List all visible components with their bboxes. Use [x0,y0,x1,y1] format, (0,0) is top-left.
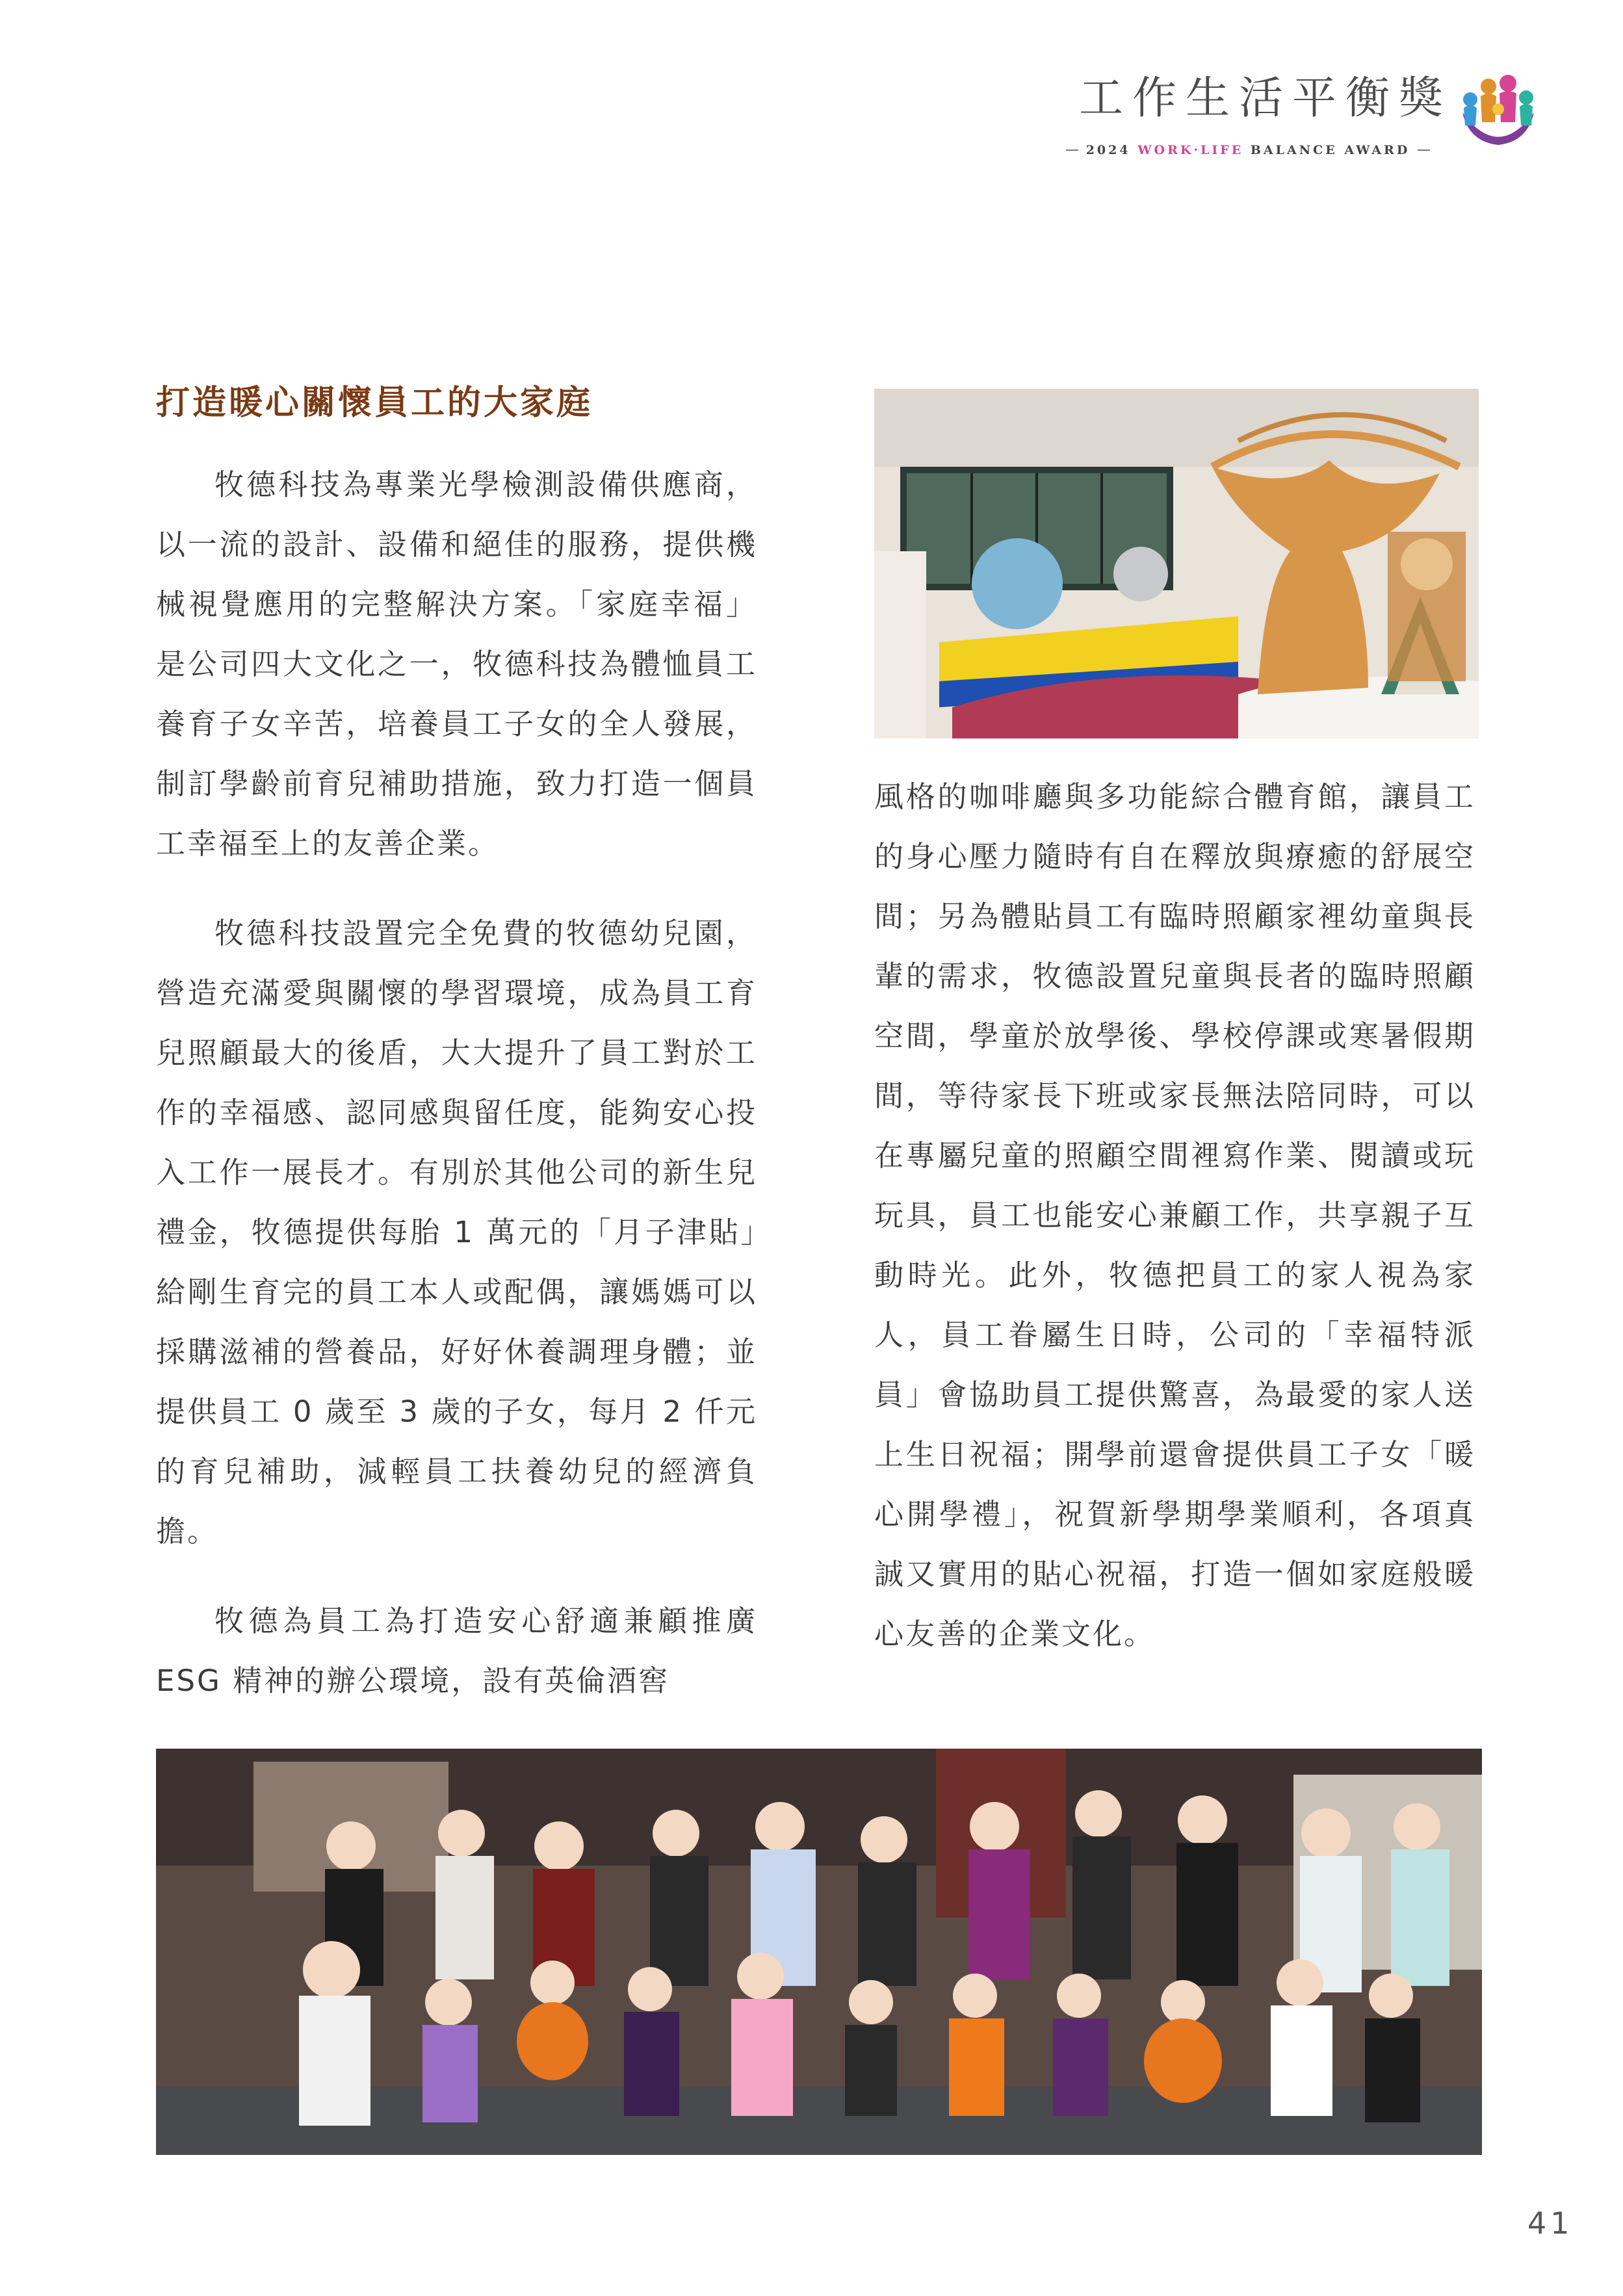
right-column [874,767,1475,1664]
page-number: 41 [1527,2206,1574,2241]
award-logo-icon [1449,64,1547,155]
section-heading: 打造暖心關懷員工的大家庭 [156,384,593,423]
award-subtitle-rule-right [1418,150,1430,151]
paragraph-4: 風格的咖啡廳與多功能綜合體育館，讓員工的身心壓力隨時有自在釋放與療癒的舒展空間；另為體貼員工有臨時照顧家裡幼童與長輩的需求，牧德設置兒童與長者的臨時照顧空間，學童於放學後、學校停課或寒暑假期間，等待家長下班或家長無法陪同時，可以在專屬兒童的照顧空間裡寫作業、閱讀或玩玩具，員工也能安心兼顧工作，共享親子互動時光。此外，牧德把員工的家人視為家人，員工眷屬生日時，公司的「幸福特派員」會協助員工提供驚喜，為最愛的家人送上生日祝福；開學前還會提供員工子女「暖心開學禮」，祝賀新學期學業順利，各項真誠又實用的貼心祝福，打造一個如家庭般暖心友善的企業文化。 [874,779,1475,1651]
left-column [156,455,757,1698]
childcare-space-photo [874,389,1479,738]
award-subtitle-suffix: BALANCE AWARD [1250,143,1410,157]
award-subtitle [1086,143,1410,157]
award-subtitle-wl: WORK·LIFE [1137,143,1244,157]
paragraph-3: 牧德為員工為打造安心舒適兼顧推廣 ESG 精神的辦公環境，設有英倫酒窖 [156,1604,757,1698]
award-subtitle-row [1066,140,1430,160]
paragraph-2: 牧德科技設置完全免費的牧德幼兒園，營造充滿愛與關懷的學習環境，成為員工育兒照顧最大的後盾，大大提升了員工對於工作的幸福感、認同感與留任度，能夠安心投入工作一展長才。有別於其他公司的新生兒禮金，牧德提供每胎 1 萬元的「月子津貼」給剛生育完的員工本人或配偶，讓媽媽可以採購滋補的營養品，好好休養調理身體；並提供員工 0 歲至 3 歲的子女，每月 2 仟元的育兒補助，減輕員工扶養幼兒的經濟負擔。 [156,916,757,1548]
paragraph-1: 牧德科技為專業光學檢測設備供應商，以一流的設計、設備和絕佳的服務，提供機械視覺應用的完整解決方案。「家庭幸福」是公司四大文化之一，牧德科技為體恤員工養育子女辛苦，培養員工子女的全人發展，制訂學齡前育兒補助措施，致力打造一個員工幸福至上的友善企業。 [156,467,757,861]
award-title-text: 工作生活平衡獎 [1079,73,1453,124]
award-year: 2024 [1085,143,1131,157]
award-title [1079,73,1469,125]
award-subtitle-rule-left [1066,150,1078,151]
halloween-group-photo [156,1749,1482,2155]
